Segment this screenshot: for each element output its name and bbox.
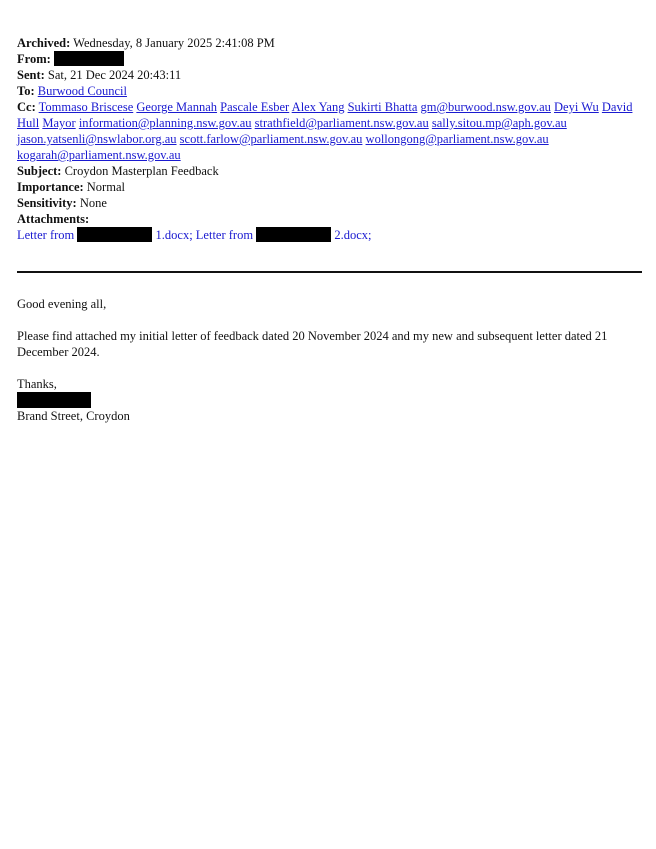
sensitivity-value: None (79, 196, 107, 210)
attachment-prefix: Letter from (195, 228, 254, 242)
attachment-redaction (77, 227, 152, 242)
to-recipient-link[interactable]: Burwood Council (37, 84, 127, 98)
archived-row (17, 35, 642, 51)
attachment-link[interactable] (196, 228, 372, 242)
cc-recipient-link[interactable]: Pascale Esber (220, 100, 290, 114)
cc-recipient-link[interactable]: Mayor (42, 116, 76, 130)
cc-recipient-link[interactable]: jason.yatsenli@nswlabor.org.au (17, 132, 177, 146)
to-row (17, 83, 642, 99)
cc-recipient-link[interactable]: Tommaso Briscese (38, 100, 134, 114)
from-label: From: (17, 52, 51, 66)
cc-recipient-link[interactable]: Alex Yang (291, 100, 345, 114)
signoff: Thanks, (17, 377, 57, 391)
sender-address: Brand Street, Croydon (17, 409, 130, 423)
archived-value: Wednesday, 8 January 2025 2:41:08 PM (73, 36, 275, 50)
cc-recipient-link[interactable]: wollongong@parliament.nsw.gov.au (365, 132, 549, 146)
importance-value: Normal (86, 180, 125, 194)
cc-recipient-link[interactable]: gm@burwood.nsw.gov.au (420, 100, 551, 114)
body-paragraph: Please find attached my initial letter of feedback dated 20 November 2024 and my new and subsequent letter dated 21 December 2024. (17, 329, 608, 359)
cc-recipient-link[interactable]: information@planning.nsw.gov.au (78, 116, 252, 130)
cc-recipient-link[interactable]: David Hull (17, 100, 633, 130)
attachment-suffix: 1.docx; (155, 228, 193, 242)
subject-value: Croydon Masterplan Feedback (64, 164, 219, 178)
cc-recipient-link[interactable]: kogarah@parliament.nsw.gov.au (17, 148, 181, 162)
cc-recipient-link[interactable]: scott.farlow@parliament.nsw.gov.au (179, 132, 363, 146)
attachment-prefix: Letter from (17, 228, 75, 242)
archived-label: Archived: (17, 36, 71, 50)
attachment-link[interactable] (17, 228, 193, 242)
sent-label: Sent: (17, 68, 45, 82)
cc-row (17, 99, 642, 163)
signature-redaction (17, 392, 91, 408)
cc-recipient-link[interactable]: sally.sitou.mp@aph.gov.au (431, 116, 567, 130)
attachments-list (17, 227, 642, 243)
to-label: To: (17, 84, 35, 98)
from-redaction (54, 51, 124, 66)
header-divider (17, 271, 642, 273)
email-header (17, 35, 642, 243)
cc-recipient-link[interactable]: Deyi Wu (554, 100, 599, 114)
sent-row (17, 67, 642, 83)
cc-recipient-link[interactable]: George Mannah (136, 100, 218, 114)
sent-value: Sat, 21 Dec 2024 20:43:11 (47, 68, 182, 82)
subject-label: Subject: (17, 164, 62, 178)
cc-label: Cc: (17, 100, 36, 114)
subject-row (17, 163, 642, 179)
from-row (17, 51, 642, 67)
sensitivity-label: Sensitivity: (17, 196, 77, 210)
attachments-row (17, 211, 642, 227)
attachment-redaction (256, 227, 331, 242)
email-body (17, 296, 617, 424)
attachment-suffix: 2.docx; (334, 228, 372, 242)
cc-recipient-link[interactable]: strathfield@parliament.nsw.gov.au (254, 116, 429, 130)
importance-row (17, 179, 642, 195)
attachments-label: Attachments: (17, 212, 90, 226)
sensitivity-row (17, 195, 642, 211)
greeting: Good evening all, (17, 297, 107, 311)
importance-label: Importance: (17, 180, 84, 194)
cc-recipient-link[interactable]: Sukirti Bhatta (347, 100, 418, 114)
